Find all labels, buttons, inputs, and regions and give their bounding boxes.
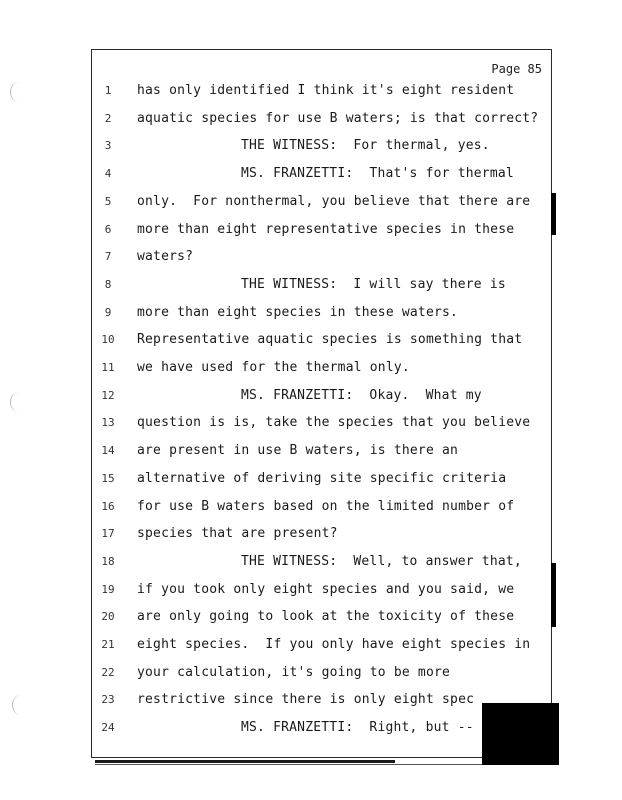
line-number: 4 xyxy=(104,167,112,181)
line-number: 15 xyxy=(101,471,115,485)
transcript-line-text: only. For nonthermal, you believe that there are xyxy=(137,193,531,209)
transcript-line-text: restrictive since there is only eight spec xyxy=(137,692,475,708)
line-number: 17 xyxy=(101,527,115,541)
line-number: 10 xyxy=(101,333,115,347)
line-number: 24 xyxy=(101,721,115,735)
line-number: 11 xyxy=(101,361,115,374)
redaction-box xyxy=(482,703,559,765)
binder-hole-middle xyxy=(10,392,27,412)
page-number: Page 85 xyxy=(491,62,542,76)
transcript-line-text: species that are present? xyxy=(137,526,338,542)
transcript-line-text: eight species. If you only have eight species in xyxy=(137,637,531,652)
transcript-line-text: question is is, take the species that you believe xyxy=(137,415,531,431)
line-number: 1 xyxy=(104,84,112,97)
line-number: 5 xyxy=(104,194,112,208)
line-number: 21 xyxy=(101,638,115,651)
transcript-line-text: your calculation, it's going to be more xyxy=(137,664,451,680)
right-edge-mark-bottom xyxy=(551,563,556,627)
transcript-line-text: are present in use B waters, is there an xyxy=(137,443,459,459)
line-number: 2 xyxy=(104,111,112,125)
line-number: 16 xyxy=(101,499,115,513)
transcript-line-text: MS. FRANZETTI: That's for thermal xyxy=(241,166,514,182)
binder-hole-bottom xyxy=(12,695,29,715)
line-number: 14 xyxy=(101,444,115,458)
line-number: 8 xyxy=(104,277,112,291)
line-number: 19 xyxy=(101,582,115,596)
transcript-line-text: THE WITNESS: For thermal, yes. xyxy=(241,138,490,154)
transcript-line-text: more than eight species in these waters. xyxy=(137,304,459,320)
transcript-line-text: MS. FRANZETTI: Right, but -- xyxy=(241,720,474,736)
transcript-line-text: we have used for the thermal only. xyxy=(137,360,410,375)
transcript-line-text: aquatic species for use B waters; is that correct? xyxy=(137,110,539,126)
line-number: 13 xyxy=(101,416,115,430)
transcript-line-text: MS. FRANZETTI: Okay. What my xyxy=(241,387,482,403)
transcript-line-text: Representative aquatic species is something that xyxy=(137,332,523,348)
line-number: 7 xyxy=(104,250,112,264)
transcript-line-text: THE WITNESS: I will say there is xyxy=(241,276,506,292)
transcript-line-text: if you took only eight species and you said, we xyxy=(137,581,515,597)
line-number: 20 xyxy=(101,610,115,624)
transcript-line-text: for use B waters based on the limited number of xyxy=(137,498,515,514)
transcript-line-text: has only identified I think it's eight resident xyxy=(137,83,515,98)
page-border-shadow xyxy=(95,760,395,763)
transcript-line-text: THE WITNESS: Well, to answer that, xyxy=(241,553,522,569)
line-number: 3 xyxy=(104,139,112,153)
transcript-line-text: are only going to look at the toxicity of these xyxy=(137,609,515,625)
binder-hole-top xyxy=(10,82,27,102)
line-number: 6 xyxy=(104,222,112,236)
line-number: 22 xyxy=(101,665,115,679)
transcript-line-text: waters? xyxy=(137,249,194,265)
transcript-line-text: alternative of deriving site specific criteria xyxy=(137,470,507,486)
line-number: 18 xyxy=(101,554,115,568)
line-number: 23 xyxy=(101,693,115,707)
transcript-line-text: more than eight representative species in these xyxy=(137,221,515,237)
line-number: 9 xyxy=(104,305,112,319)
right-edge-mark-top xyxy=(551,193,556,235)
line-number: 12 xyxy=(101,388,115,402)
